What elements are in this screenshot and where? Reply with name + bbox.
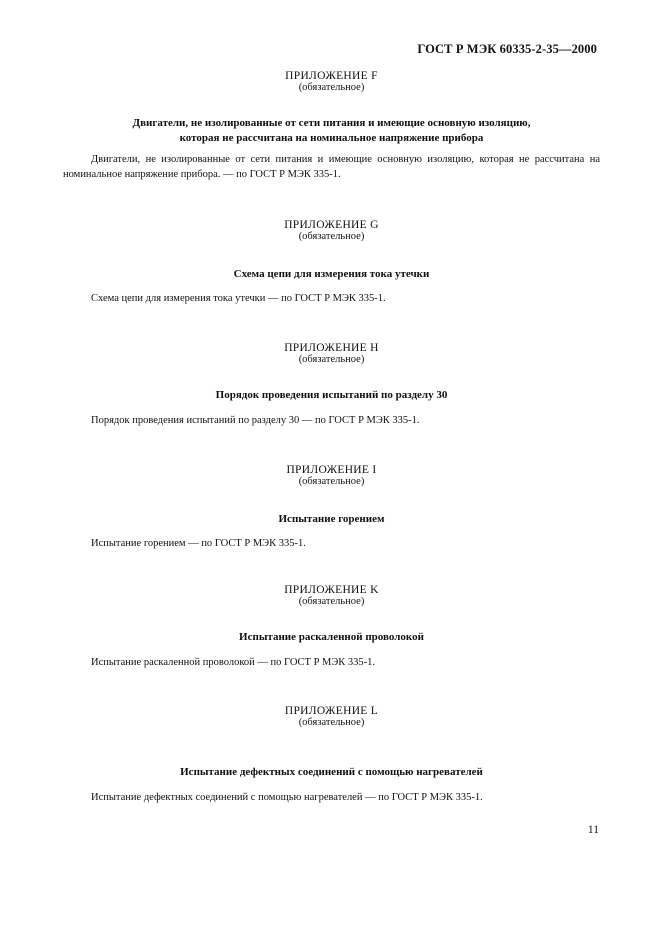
appendix-heading-line: которая не рассчитана на номинальное напряжение прибора [179,132,484,144]
appendix-i [63,464,600,551]
appendix-g [63,219,600,306]
appendix-heading: Испытание раскаленной проволокой [239,631,424,643]
appendix-title: ПРИЛОЖЕНИЕ K [284,584,379,596]
appendix-l [63,705,600,805]
appendix-status: (обязательное) [298,82,365,93]
appendix-title: ПРИЛОЖЕНИЕ H [284,342,379,354]
appendix-status: (обязательное) [298,596,365,607]
appendix-heading-line: Двигатели, не изолированные от сети питания и имеющие основную изоляцию, [132,117,531,129]
appendix-heading [63,116,600,146]
appendix-body: Испытание дефектных соединений с помощью нагревателей — по ГОСТ Р МЭК 335-1. [91,792,483,803]
appendix-body: Испытание горением — по ГОСТ Р МЭК 335-1. [91,538,306,549]
appendix-status: (обязательное) [298,476,365,487]
appendix-status: (обязательное) [298,354,365,365]
appendix-status: (обязательное) [298,717,365,728]
document-code: ГОСТ Р МЭК 60335-2-35—2000 [417,42,597,56]
appendix-f [63,70,600,182]
appendix-status: (обязательное) [298,231,365,242]
appendix-heading: Испытание дефектных соединений с помощью нагревателей [180,766,483,778]
appendix-body: Двигатели, не изолированные от сети питания и имеющие основную изоляцию, которая не рассчитана на номинальное напряжение прибора. — по ГОСТ Р МЭК 335-1. [63,154,600,180]
appendix-title: ПРИЛОЖЕНИЕ L [284,705,379,717]
appendix-h [63,342,600,428]
appendix-title: ПРИЛОЖЕНИЕ F [285,70,378,82]
appendix-body: Испытание раскаленной проволокой — по ГОСТ Р МЭК 335-1. [91,657,376,668]
appendix-k [63,584,600,670]
appendix-title: ПРИЛОЖЕНИЕ G [284,219,379,231]
appendix-heading: Схема цепи для измерения тока утечки [233,268,430,280]
page-number: 11 [587,824,599,836]
appendix-body: Порядок проведения испытаний по разделу 30 — по ГОСТ Р МЭК 335-1. [91,415,420,426]
appendix-title: ПРИЛОЖЕНИЕ I [286,464,377,476]
appendix-heading: Испытание горением [278,513,385,525]
appendix-heading: Порядок проведения испытаний по разделу 30 [215,389,448,401]
appendix-body: Схема цепи для измерения тока утечки — по ГОСТ Р МЭК 335-1. [91,293,386,304]
